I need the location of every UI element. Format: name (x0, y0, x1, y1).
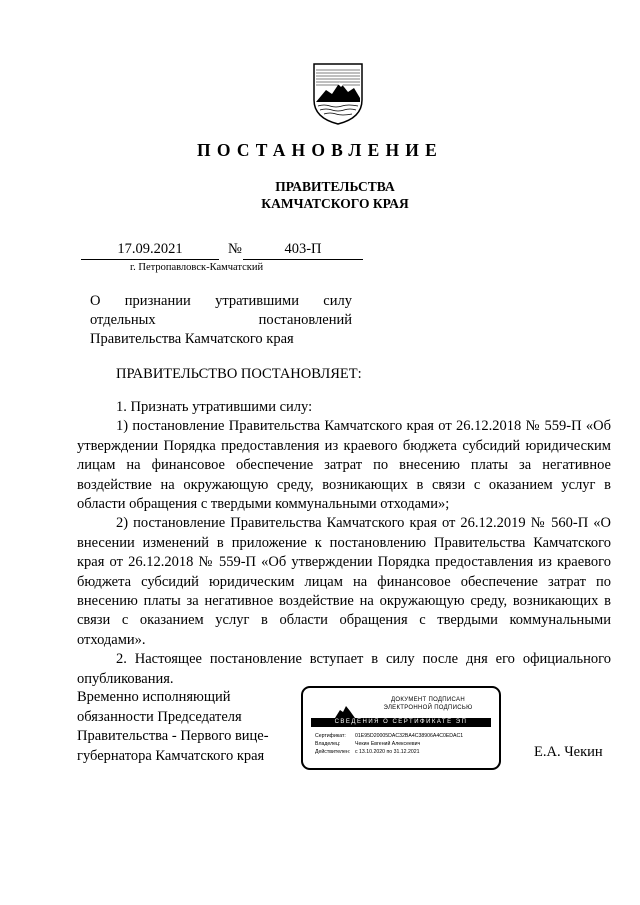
stamp-key: Сертификат: (315, 733, 346, 739)
stamp-row-owner (315, 740, 463, 748)
city-name: г. Петропавловск-Камчатский (130, 262, 264, 273)
signatory-line-2: обязанности Председателя (77, 708, 242, 725)
document-number: 403-П (243, 240, 363, 260)
signatory-position (77, 688, 287, 766)
paragraph-2: 1) постановление Правительства Камчатского края от 26.12.2018 № 559-П «Об утверждении Порядка предоставления из краевого бюджета субсидий юридическим лицам на финансовое обеспечение затрат по внесению платы за негативное воздействие на окружающую среду, возникающих в связи с оказанием услуг в области обращения с твердыми коммунальными отходами»; (77, 418, 611, 513)
paragraph-1: 1. Признать утратившими силу: (116, 399, 313, 415)
paragraph-4: 2. Настоящее постановление вступает в силу после дня его официального опубликования. (77, 651, 611, 687)
issuer-block (0, 178, 640, 212)
stamp-heading-line-2: ЭЛЕКТРОННОЙ ПОДПИСЬЮ (383, 704, 473, 711)
stamp-row-certificate (315, 732, 463, 740)
subject-line-2: отдельных постановлений (90, 312, 352, 328)
subject-line-1: О признании утратившими силу (90, 293, 352, 309)
subject-line-3: Правительства Камчатского края (90, 331, 294, 347)
stamp-key: Владелец: (315, 741, 341, 747)
number-sign: № (228, 241, 242, 257)
stamp-value: Чекин Евгений Алексеевич (355, 741, 421, 747)
signatory-line-3: Правительства - Первого вице- (77, 728, 269, 745)
signatory-line-4: губернатора Камчатского края (77, 747, 265, 764)
stamp-details (315, 732, 463, 756)
stamp-value: 01E95D20005DAC32BA4C38906A4C0EDAC1 (355, 733, 464, 739)
stamp-heading (363, 697, 493, 712)
issuer-line-1: ПРАВИТЕЛЬСТВА (275, 179, 395, 194)
e-signature-stamp (301, 686, 501, 770)
document-date: 17.09.2021 (81, 240, 219, 260)
stamp-value: с 13.10.2020 по 31.12.2021 (355, 749, 420, 755)
stamp-key: Действителен: (315, 749, 351, 755)
document-title: ПОСТАНОВЛЕНИЕ (197, 140, 443, 160)
subject-block (90, 292, 352, 349)
coat-of-arms-emblem (312, 62, 364, 126)
signatory-name: Е.А. Чекин (534, 744, 603, 760)
issuer-line-2: КАМЧАТСКОГО КРАЯ (261, 196, 409, 211)
signatory-line-1: Временно исполняющий (77, 689, 231, 705)
stamp-band: СВЕДЕНИЯ О СЕРТИФИКАТЕ ЭП (311, 718, 491, 727)
stamp-heading-line-1: ДОКУМЕНТ ПОДПИСАН (391, 697, 465, 703)
decree-heading: ПРАВИТЕЛЬСТВО ПОСТАНОВЛЯЕТ: (116, 366, 362, 382)
paragraph-3: 2) постановление Правительства Камчатского края от 26.12.2019 № 560-П «О внесении изменений в приложение к постановлению Правительства Камчатского края от 26.12.2018 № 559-П «Об утверждении Порядка предоставления из краевого бюджета субсидий юридическим лицам на финансовое обеспечение затрат по внесению платы за негативное воздействие на окружающую среду, возникающих в связи с оказанием услуг в области обращения с твердыми коммунальными отходами». (77, 515, 611, 648)
stamp-row-validity (315, 748, 463, 756)
document-body (77, 398, 611, 689)
